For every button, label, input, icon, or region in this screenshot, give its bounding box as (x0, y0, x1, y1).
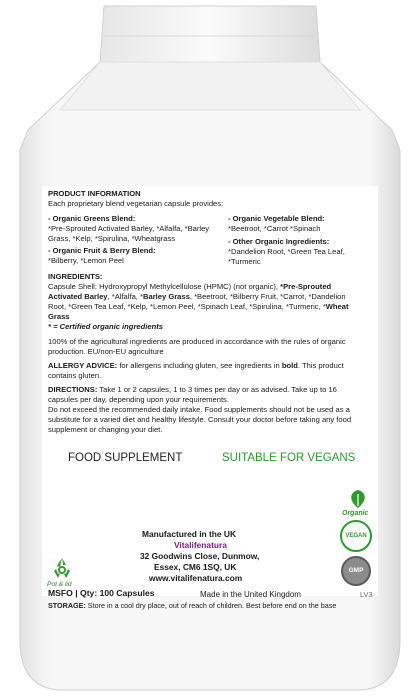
ingredients-line-2: Activated Barley, *Alfalfa, *Barley Grass, *Beetroot, *Bilberry Fruit, *Carrot, *Dandelion (48, 292, 346, 301)
other-ingredients-line-2: *Turmeric (228, 257, 261, 266)
vegetable-blend-line-1: *Beetroot, *Carrot *Spinach (228, 224, 321, 233)
agriculture-line-1: 100% of the agricultural ingredients are produced in accordance with the rules of organic (48, 337, 346, 346)
vegan-badge (340, 520, 372, 552)
greens-blend-title: - Organic Greens Blend: (48, 214, 136, 223)
vegan-badge-label: VEGAN (345, 533, 367, 539)
greens-blend-line-1: *Pre-Sprouted Activated Barley, *Alfalfa, *Barley (48, 224, 210, 233)
gmp-badge-label: GMP (348, 567, 364, 574)
allergy-line-2: contains gluten. (48, 371, 102, 380)
fruit-blend-line-1: *Bilberry, *Lemon Peel (48, 256, 124, 265)
label-version: LV3 (360, 590, 373, 599)
food-supplement-tag: FOOD SUPPLEMENT (68, 452, 183, 464)
manufactured-in-uk: Manufactured in the UK (142, 529, 236, 539)
directions-line-1: DIRECTIONS: Take 1 or 2 capsules, 1 to 3 times per day or as advised. Take up to 16 (48, 385, 337, 394)
storage-line: STORAGE: Store in a cool dry place, out of reach of children. Best before end on the base (48, 601, 337, 610)
gmp-badge (341, 556, 371, 586)
fruit-blend-title: - Organic Fruit & Berry Blend: (48, 246, 156, 255)
organic-badge-label: Organic (342, 510, 369, 517)
product-info-heading: PRODUCT INFORMATION (48, 189, 141, 198)
organic-leaf-icon (344, 488, 372, 510)
agriculture-line-2: production. EU/non-EU agriculture (48, 347, 164, 356)
other-ingredients-title: - Other Organic Ingredients: (228, 237, 330, 246)
directions-line-5: supplement or changing your diet. (48, 425, 163, 434)
address-line-2: Essex, CM6 1SQ, UK (154, 562, 237, 572)
address-line-1: 32 Goodwins Close, Dunmow, (140, 551, 260, 561)
ingredients-line-1: Capsule Shell: Hydroxypropyl Methylcellulose (HPMC) (not organic), *Pre-Sprouted (48, 282, 332, 291)
certified-organic-note: * = Certified organic ingredients (48, 322, 163, 331)
ingredients-heading: INGREDIENTS: (48, 272, 103, 281)
brand-name: Vitalifenatura (174, 540, 227, 550)
ingredients-line-4: Grass (48, 312, 70, 321)
directions-line-4: substitute for a varied diet and healthy lifestyle. Consult your doctor before taking any food (48, 415, 352, 424)
other-ingredients-line-1: *Dandelion Root, *Green Tea Leaf, (228, 247, 345, 256)
pot-and-lid-caption: Pot & lid (47, 581, 72, 588)
allergy-line-1: ALLERGY ADVICE: for allergens including gluten, see ingredients in bold. This product (48, 361, 344, 370)
made-in-uk: Made in the United Kingdom (200, 590, 301, 599)
vegetable-blend-title: - Organic Vegetable Blend: (228, 214, 325, 223)
product-code-qty: MSFO | Qty: 100 Capsules (48, 588, 155, 598)
website: www.vitalifenatura.com (149, 573, 243, 583)
recycle-icon (50, 556, 74, 580)
product-info-intro: Each proprietary blend vegetarian capsule provides: (48, 199, 224, 208)
ingredients-line-3: Root, *Green Tea Leaf, *Kelp, *Lemon Peel, *Spinach Leaf, *Spirulina, *Turmeric, *Wheat (48, 302, 349, 311)
directions-line-3: Do not exceed the recommended daily intake. Food supplements should not be used as a (48, 405, 350, 414)
directions-line-2: capsules per day, depending upon your requirements. (48, 395, 229, 404)
greens-blend-line-2: Grass, *Kelp, *Spirulina, *Wheatgrass (48, 234, 176, 243)
suitable-for-vegans-tag: SUITABLE FOR VEGANS (222, 452, 356, 464)
